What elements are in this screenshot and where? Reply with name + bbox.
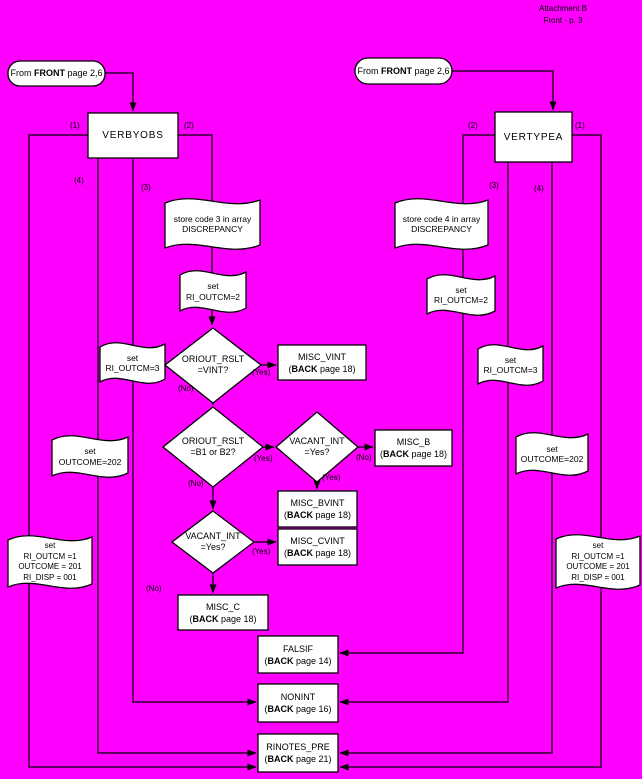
document-set-outcome202-left-label: set OUTCOME=202	[58, 446, 122, 467]
edge-label-vertypea-4: (4)	[534, 184, 544, 193]
document-set-ri-outcm2-right-label: set RI_OUTCM=2	[433, 284, 489, 305]
edge-label-d2-no: (No)	[188, 479, 204, 488]
edge-label-d4-no: (No)	[146, 584, 162, 593]
box-nonint-label: NONINT (BACK page 16)	[264, 692, 332, 714]
box-misc-cvint-label: MISC_CVINT (BACK page 18)	[283, 536, 352, 558]
page-ref-label: Front - p. 3	[543, 16, 583, 25]
decision-oriout-b1b2-label: ORIOUT_RSLT =B1 or B2?	[181, 436, 245, 457]
edge-label-vertypea-1: (1)	[575, 121, 585, 130]
document-store-code3-label: store code 3 in array DISCREPANCY	[173, 213, 252, 234]
document-store-code4	[395, 199, 488, 250]
process-vertypea-label: VERTYPEA	[503, 131, 564, 143]
document-set-ri-outcm3-left	[100, 343, 165, 384]
edge-label-verbyobs-4: (4)	[74, 176, 84, 185]
flowchart-shapes	[8, 58, 640, 772]
edge-label-verbyobs-3: (3)	[141, 183, 151, 192]
terminator-from-front-left-label: From FRONT page 2,6	[10, 68, 103, 78]
edge-label-d3-no: (No)	[356, 453, 372, 462]
edge-label-verbyobs-1: (1)	[70, 121, 80, 130]
edge-fromfront-to-verbyobs	[105, 73, 133, 111]
attachment-label: Attachment B	[538, 4, 588, 13]
decision-oriout-b1b2	[163, 407, 263, 487]
edge-label-d3-yes: (Yes)	[322, 473, 341, 482]
edge-label-d1-yes: (Yes)	[252, 368, 271, 377]
document-set-multi-right	[556, 535, 640, 590]
document-set-outcome202-right	[516, 433, 588, 476]
box-misc-c	[178, 595, 268, 630]
document-store-code4-label: store code 4 in array DISCREPANCY	[402, 213, 481, 234]
box-rinotes-pre-label: RINOTES_PRE (BACK page 21)	[264, 742, 332, 764]
decision-oriout-vint-label: ORIOUT_RSLT =VINT?	[181, 354, 245, 375]
box-falsif-label: FALSIF (BACK page 14)	[264, 643, 332, 666]
box-misc-c-label: MISC_C (BACK page 18)	[189, 601, 257, 624]
document-set-multi-left-label: set RI_OUTCM =1 OUTCOME = 201 RI_DISP = 001	[18, 541, 82, 582]
terminator-from-front-right-label: From FRONT page 2,6	[357, 65, 450, 76]
box-misc-bvint	[278, 491, 357, 527]
document-set-ri-outcm2-left-label: set RI_OUTCM=2	[185, 281, 241, 302]
box-misc-b	[375, 430, 452, 466]
document-store-code3	[165, 199, 260, 250]
box-nonint	[258, 684, 338, 722]
document-set-ri-outcm3-left-label: set RI_OUTCM=3	[105, 352, 160, 373]
document-set-multi-right-label: set RI_OUTCM =1 OUTCOME = 201 RI_DISP = 001	[566, 541, 630, 582]
decision-oriout-vint	[165, 328, 261, 403]
edge-label-d4-yes: (Yes)	[252, 547, 271, 556]
edge-label-d2-yes: (Yes)	[254, 454, 273, 463]
decision-vacant-int-2	[172, 511, 254, 573]
decision-vacant-int-1-label: VACANT_INT =Yes?	[289, 436, 345, 457]
box-misc-vint	[278, 345, 366, 380]
process-verbyobs-label: VERBYOBS	[102, 130, 164, 141]
page-header	[515, 3, 611, 27]
document-set-multi-left	[8, 536, 92, 589]
box-misc-b-label: MISC_B (BACK page 18)	[379, 437, 448, 459]
decision-vacant-int-1	[276, 412, 358, 482]
document-set-ri-outcm2-left	[180, 271, 246, 313]
box-misc-bvint-label: MISC_BVINT (BACK page 18)	[283, 498, 352, 520]
process-verbyobs-box	[88, 113, 178, 158]
document-set-outcome202-left	[52, 436, 128, 478]
document-set-ri-outcm3-right-label: set RI_OUTCM=3	[483, 354, 538, 375]
document-set-outcome202-right-label: set OUTCOME=202	[520, 443, 584, 464]
box-rinotes-pre	[258, 734, 338, 772]
decision-vacant-int-2-label: VACANT_INT =Yes?	[185, 531, 241, 552]
edge-label-d1-no: (No)	[178, 384, 194, 393]
terminator-from-front-left	[8, 61, 105, 86]
edge-label-verbyobs-2: (2)	[184, 121, 194, 130]
box-falsif	[258, 636, 338, 673]
edge-fromfront-to-vertypea	[452, 71, 553, 110]
document-set-ri-outcm2-right	[427, 275, 495, 316]
edge-label-vertypea-3: (3)	[489, 181, 499, 190]
process-vertypea-box	[495, 112, 572, 162]
box-misc-vint-label: MISC_VINT (BACK page 18)	[288, 351, 356, 374]
box-misc-cvint	[278, 529, 357, 565]
edge-label-vertypea-2: (2)	[468, 121, 478, 130]
terminator-from-front-right	[355, 58, 452, 84]
document-set-ri-outcm3-right	[478, 345, 543, 386]
